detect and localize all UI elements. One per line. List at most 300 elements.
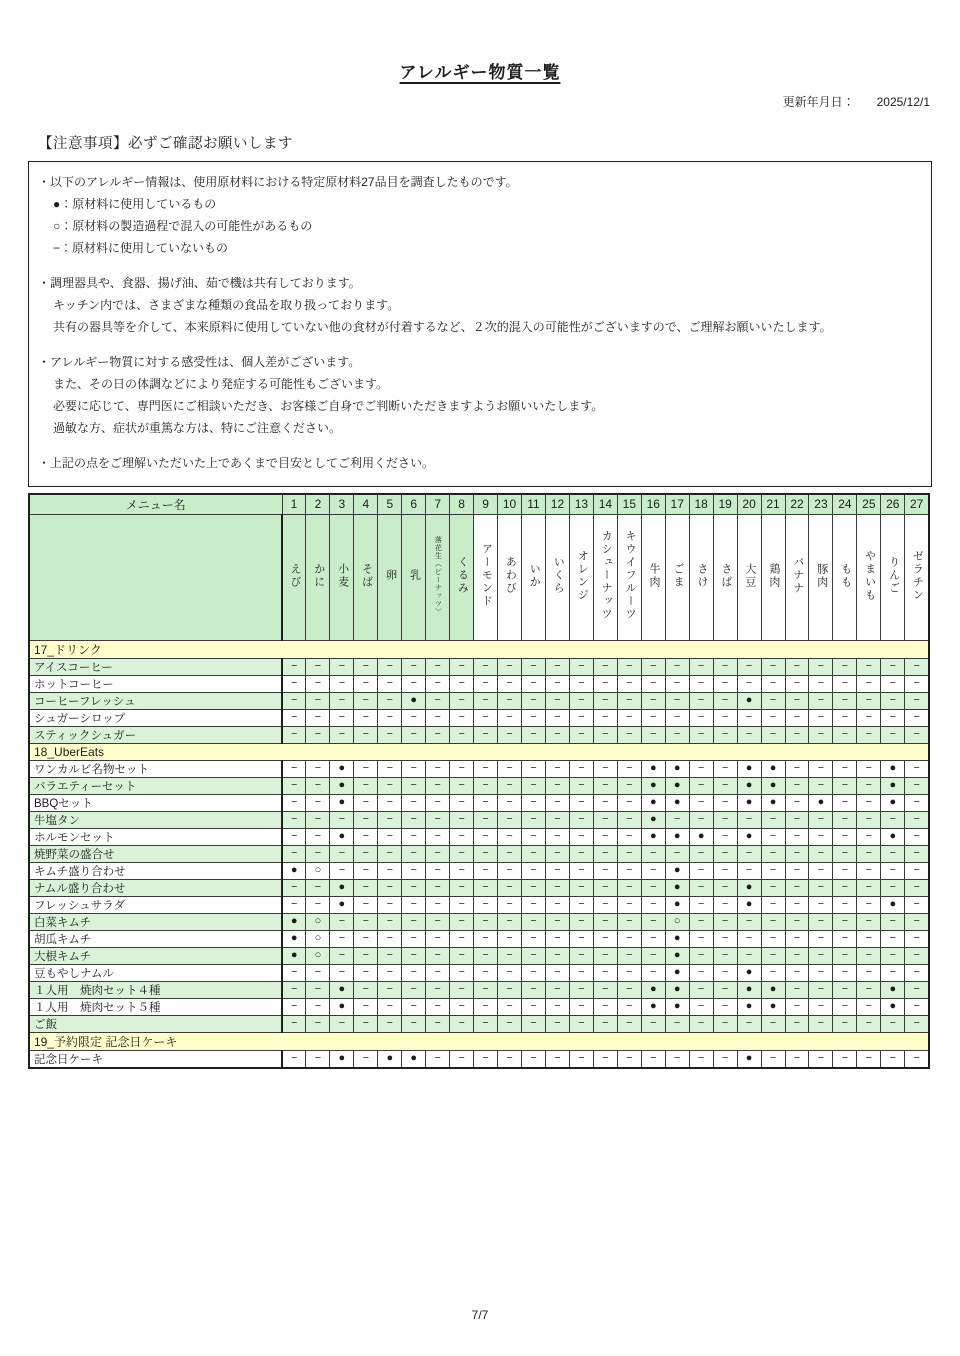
mark-cell-11: − (522, 726, 546, 743)
column-number: 26 (881, 494, 905, 514)
mark-cell-14: − (593, 896, 617, 913)
mark-cell-6: − (402, 777, 426, 794)
menu-item-name: 豆もやしナムル (29, 964, 282, 981)
mark-cell-6: − (402, 913, 426, 930)
mark-cell-9: − (474, 998, 498, 1015)
mark-cell-15: − (617, 794, 641, 811)
mark-cell-12: − (545, 947, 569, 964)
mark-cell-8: − (450, 998, 474, 1015)
column-number: 23 (809, 494, 833, 514)
mark-cell-3: ● (330, 760, 354, 777)
mark-cell-27: − (905, 998, 929, 1015)
mark-cell-27: − (905, 896, 929, 913)
table-row (29, 930, 929, 947)
mark-cell-24: − (833, 879, 857, 896)
mark-cell-19: − (713, 1015, 737, 1032)
mark-cell-5: − (378, 709, 402, 726)
mark-cell-14: − (593, 811, 617, 828)
mark-cell-2: − (306, 828, 330, 845)
table-row (29, 862, 929, 879)
mark-cell-6: − (402, 828, 426, 845)
mark-cell-21: − (761, 879, 785, 896)
mark-cell-5: − (378, 845, 402, 862)
mark-cell-25: − (857, 947, 881, 964)
mark-cell-5: − (378, 1015, 402, 1032)
mark-cell-13: − (569, 777, 593, 794)
mark-cell-16: ● (641, 794, 665, 811)
mark-cell-23: − (809, 658, 833, 675)
mark-cell-6: − (402, 760, 426, 777)
allergen-name-6 (402, 514, 426, 640)
mark-cell-20: ● (737, 981, 761, 998)
mark-cell-4: − (354, 930, 378, 947)
mark-cell-19: − (713, 828, 737, 845)
mark-cell-5: ● (378, 1050, 402, 1068)
mark-cell-13: − (569, 675, 593, 692)
table-row (29, 709, 929, 726)
mark-cell-6: − (402, 862, 426, 879)
mark-cell-26: ● (881, 760, 905, 777)
mark-cell-27: − (905, 794, 929, 811)
column-number: 12 (545, 494, 569, 514)
allergen-name-text: 卵 (384, 569, 397, 582)
mark-cell-26: − (881, 1050, 905, 1068)
allergen-name-16 (641, 514, 665, 640)
mark-cell-10: − (498, 862, 522, 879)
updated-date-value: 2025/12/1 (876, 95, 930, 109)
section-label: 17_ドリンク (29, 640, 929, 658)
mark-cell-17: − (665, 845, 689, 862)
mark-cell-21: − (761, 1015, 785, 1032)
mark-cell-16: − (641, 845, 665, 862)
allergen-name-7 (426, 514, 450, 640)
mark-cell-24: − (833, 709, 857, 726)
column-number: 27 (905, 494, 929, 514)
mark-cell-13: − (569, 879, 593, 896)
mark-cell-16: − (641, 913, 665, 930)
mark-cell-7: − (426, 845, 450, 862)
mark-cell-9: − (474, 913, 498, 930)
column-number: 7 (426, 494, 450, 514)
mark-cell-18: − (689, 658, 713, 675)
mark-cell-8: − (450, 947, 474, 964)
mark-cell-13: − (569, 726, 593, 743)
mark-cell-15: − (617, 964, 641, 981)
column-number: 14 (593, 494, 617, 514)
menu-item-name: １人用 焼肉セット５種 (29, 998, 282, 1015)
mark-cell-11: − (522, 760, 546, 777)
mark-cell-24: − (833, 896, 857, 913)
mark-cell-10: − (498, 794, 522, 811)
menu-item-name: バラエティーセット (29, 777, 282, 794)
mark-cell-18: − (689, 964, 713, 981)
mark-cell-2: − (306, 675, 330, 692)
mark-cell-7: − (426, 998, 450, 1015)
mark-cell-26: − (881, 1015, 905, 1032)
mark-cell-10: − (498, 913, 522, 930)
column-number: 8 (450, 494, 474, 514)
mark-cell-17: ● (665, 981, 689, 998)
note-line: ・アレルギー物質に対する感受性は、個人差がございます。 (38, 355, 361, 369)
mark-cell-17: ● (665, 964, 689, 981)
table-row (29, 658, 929, 675)
mark-cell-18: − (689, 760, 713, 777)
mark-cell-9: − (474, 709, 498, 726)
mark-cell-17: − (665, 726, 689, 743)
mark-cell-17: ● (665, 998, 689, 1015)
mark-cell-26: − (881, 947, 905, 964)
mark-cell-4: − (354, 981, 378, 998)
column-number: 1 (282, 494, 306, 514)
mark-cell-27: − (905, 760, 929, 777)
mark-cell-9: − (474, 1050, 498, 1068)
mark-cell-26: − (881, 692, 905, 709)
table-row (29, 675, 929, 692)
mark-cell-7: − (426, 828, 450, 845)
mark-cell-11: − (522, 981, 546, 998)
mark-cell-18: ● (689, 828, 713, 845)
mark-cell-20: ● (737, 964, 761, 981)
mark-cell-2: ○ (306, 947, 330, 964)
mark-cell-16: − (641, 896, 665, 913)
table-row (29, 998, 929, 1015)
mark-cell-25: − (857, 828, 881, 845)
column-number: 2 (306, 494, 330, 514)
mark-cell-21: ● (761, 981, 785, 998)
mark-cell-13: − (569, 896, 593, 913)
note-group (38, 351, 923, 439)
mark-cell-2: − (306, 845, 330, 862)
allergen-name-text: やまいも (863, 549, 876, 602)
mark-cell-16: − (641, 1050, 665, 1068)
mark-cell-15: − (617, 879, 641, 896)
allergen-name-13 (569, 514, 593, 640)
table-row (29, 794, 929, 811)
mark-cell-21: − (761, 675, 785, 692)
mark-cell-7: − (426, 862, 450, 879)
table-row (29, 760, 929, 777)
updated-date-label: 更新年月日： (782, 95, 855, 109)
mark-cell-21: − (761, 726, 785, 743)
mark-cell-19: − (713, 879, 737, 896)
mark-cell-24: − (833, 1050, 857, 1068)
mark-cell-11: − (522, 811, 546, 828)
mark-cell-23: − (809, 1050, 833, 1068)
allergen-name-19 (713, 514, 737, 640)
mark-cell-15: − (617, 913, 641, 930)
mark-cell-10: − (498, 981, 522, 998)
mark-cell-14: − (593, 675, 617, 692)
mark-cell-5: − (378, 947, 402, 964)
menu-item-name: スティックシュガー (29, 726, 282, 743)
mark-cell-9: − (474, 879, 498, 896)
mark-cell-27: − (905, 845, 929, 862)
mark-cell-24: − (833, 828, 857, 845)
mark-cell-17: ● (665, 896, 689, 913)
note-line: 必要に応じて、専門医にご相談いただき、お客様ご自身でご判断いただきますようお願いいたします。 (53, 399, 604, 413)
mark-cell-6: − (402, 896, 426, 913)
mark-cell-25: − (857, 658, 881, 675)
note-line: ・以下のアレルギー情報は、使用原材料における特定原材料27品目を調査したものです。 (38, 175, 518, 189)
mark-cell-13: − (569, 811, 593, 828)
mark-cell-11: − (522, 845, 546, 862)
mark-cell-26: − (881, 879, 905, 896)
mark-cell-17: ○ (665, 913, 689, 930)
mark-cell-5: − (378, 913, 402, 930)
mark-cell-4: − (354, 913, 378, 930)
mark-cell-20: ● (737, 998, 761, 1015)
mark-cell-19: − (713, 709, 737, 726)
mark-cell-18: − (689, 811, 713, 828)
mark-cell-23: − (809, 947, 833, 964)
allergen-name-text: 小麦 (336, 562, 349, 589)
mark-cell-20: − (737, 709, 761, 726)
mark-cell-4: − (354, 692, 378, 709)
mark-cell-20: − (737, 913, 761, 930)
mark-cell-25: − (857, 692, 881, 709)
mark-cell-2: − (306, 879, 330, 896)
mark-cell-22: − (785, 913, 809, 930)
mark-cell-24: − (833, 964, 857, 981)
mark-cell-16: ● (641, 777, 665, 794)
mark-cell-19: − (713, 930, 737, 947)
mark-cell-8: − (450, 658, 474, 675)
mark-cell-27: − (905, 981, 929, 998)
mark-cell-22: − (785, 794, 809, 811)
mark-cell-15: − (617, 828, 641, 845)
mark-cell-25: − (857, 879, 881, 896)
mark-cell-21: ● (761, 760, 785, 777)
mark-cell-27: − (905, 947, 929, 964)
mark-cell-17: ● (665, 879, 689, 896)
mark-cell-9: − (474, 777, 498, 794)
allergen-name-text: もも (839, 562, 852, 589)
mark-cell-23: − (809, 709, 833, 726)
allergen-name-2 (306, 514, 330, 640)
mark-cell-19: − (713, 760, 737, 777)
mark-cell-18: − (689, 675, 713, 692)
allergen-name-11 (522, 514, 546, 640)
mark-cell-13: − (569, 913, 593, 930)
mark-cell-9: − (474, 1015, 498, 1032)
mark-cell-7: − (426, 981, 450, 998)
mark-cell-19: − (713, 981, 737, 998)
mark-cell-11: − (522, 1050, 546, 1068)
mark-cell-20: − (737, 947, 761, 964)
mark-cell-27: − (905, 726, 929, 743)
mark-cell-22: − (785, 692, 809, 709)
mark-cell-22: − (785, 947, 809, 964)
mark-cell-18: − (689, 777, 713, 794)
mark-cell-21: − (761, 692, 785, 709)
mark-cell-22: − (785, 998, 809, 1015)
mark-cell-10: − (498, 692, 522, 709)
mark-cell-7: − (426, 879, 450, 896)
mark-cell-3: ● (330, 777, 354, 794)
mark-cell-22: − (785, 896, 809, 913)
mark-cell-24: − (833, 845, 857, 862)
note-line: 過敏な方、症状が重篤な方は、特にご注意ください。 (53, 421, 342, 435)
column-number: 13 (569, 494, 593, 514)
mark-cell-22: − (785, 675, 809, 692)
mark-cell-6: − (402, 726, 426, 743)
mark-cell-8: − (450, 913, 474, 930)
mark-cell-26: ● (881, 998, 905, 1015)
mark-cell-27: − (905, 811, 929, 828)
mark-cell-24: − (833, 811, 857, 828)
mark-cell-3: − (330, 692, 354, 709)
allergen-name-text: かに (312, 562, 325, 589)
allergen-name-25 (857, 514, 881, 640)
mark-cell-9: − (474, 862, 498, 879)
mark-cell-12: − (545, 981, 569, 998)
menu-item-name: 白菜キムチ (29, 913, 282, 930)
mark-cell-3: − (330, 947, 354, 964)
allergen-name-26 (881, 514, 905, 640)
mark-cell-24: − (833, 658, 857, 675)
table-row (29, 726, 929, 743)
mark-cell-8: − (450, 930, 474, 947)
mark-cell-19: − (713, 692, 737, 709)
allergen-name-text: ごま (672, 562, 684, 589)
mark-cell-9: − (474, 981, 498, 998)
mark-cell-3: − (330, 1015, 354, 1032)
mark-cell-10: − (498, 998, 522, 1015)
mark-cell-6: − (402, 930, 426, 947)
mark-cell-24: − (833, 675, 857, 692)
mark-cell-13: − (569, 930, 593, 947)
mark-cell-1: − (282, 726, 306, 743)
mark-cell-20: ● (737, 692, 761, 709)
allergen-name-3 (330, 514, 354, 640)
mark-cell-15: − (617, 709, 641, 726)
mark-cell-11: − (522, 862, 546, 879)
table-row (29, 947, 929, 964)
allergen-name-12 (545, 514, 569, 640)
mark-cell-15: − (617, 947, 641, 964)
mark-cell-17: ● (665, 794, 689, 811)
mark-cell-26: − (881, 675, 905, 692)
allergen-name-text: 豚肉 (815, 562, 828, 589)
mark-cell-8: − (450, 828, 474, 845)
mark-cell-13: − (569, 998, 593, 1015)
mark-cell-19: − (713, 726, 737, 743)
mark-cell-11: − (522, 896, 546, 913)
mark-cell-18: − (689, 930, 713, 947)
mark-cell-2: − (306, 692, 330, 709)
mark-cell-6: − (402, 794, 426, 811)
mark-cell-19: − (713, 794, 737, 811)
mark-cell-8: − (450, 811, 474, 828)
mark-cell-1: − (282, 692, 306, 709)
mark-cell-2: − (306, 998, 330, 1015)
mark-cell-10: − (498, 709, 522, 726)
mark-cell-1: − (282, 828, 306, 845)
mark-cell-17: − (665, 658, 689, 675)
allergen-name-text: 鶏肉 (767, 562, 780, 589)
mark-cell-8: − (450, 760, 474, 777)
mark-cell-27: − (905, 658, 929, 675)
mark-cell-20: − (737, 930, 761, 947)
mark-cell-9: − (474, 811, 498, 828)
allergen-name-text: アーモンド (480, 543, 493, 608)
mark-cell-1: − (282, 777, 306, 794)
allergen-name-5 (378, 514, 402, 640)
mark-cell-23: − (809, 1015, 833, 1032)
mark-cell-10: − (498, 760, 522, 777)
mark-cell-11: − (522, 964, 546, 981)
mark-cell-23: − (809, 879, 833, 896)
mark-cell-22: − (785, 1015, 809, 1032)
mark-cell-14: − (593, 794, 617, 811)
mark-cell-9: − (474, 794, 498, 811)
mark-cell-21: ● (761, 777, 785, 794)
mark-cell-14: − (593, 1015, 617, 1032)
mark-cell-16: − (641, 879, 665, 896)
mark-cell-20: − (737, 1015, 761, 1032)
allergen-name-text: くるみ (456, 556, 469, 595)
table-row (29, 692, 929, 709)
mark-cell-13: − (569, 709, 593, 726)
mark-cell-3: − (330, 709, 354, 726)
mark-cell-4: − (354, 862, 378, 879)
mark-cell-3: ● (330, 1050, 354, 1068)
mark-cell-13: − (569, 794, 593, 811)
mark-cell-7: − (426, 777, 450, 794)
column-number: 25 (857, 494, 881, 514)
mark-cell-15: − (617, 998, 641, 1015)
table-row (29, 1015, 929, 1032)
allergen-name-text: あわび (504, 556, 517, 595)
mark-cell-15: − (617, 726, 641, 743)
mark-cell-14: − (593, 845, 617, 862)
mark-cell-14: − (593, 998, 617, 1015)
mark-cell-1: − (282, 981, 306, 998)
mark-cell-18: − (689, 709, 713, 726)
mark-cell-25: − (857, 1050, 881, 1068)
mark-cell-5: − (378, 777, 402, 794)
mark-cell-20: ● (737, 1050, 761, 1068)
allergen-name-text: いか (528, 562, 541, 589)
mark-cell-4: − (354, 1015, 378, 1032)
mark-cell-7: − (426, 760, 450, 777)
mark-cell-6: − (402, 811, 426, 828)
mark-cell-10: − (498, 1050, 522, 1068)
mark-cell-8: − (450, 692, 474, 709)
menu-item-name: 牛塩タン (29, 811, 282, 828)
mark-cell-26: − (881, 709, 905, 726)
mark-cell-24: − (833, 794, 857, 811)
mark-cell-12: − (545, 896, 569, 913)
mark-cell-25: − (857, 726, 881, 743)
mark-cell-12: − (545, 913, 569, 930)
mark-cell-25: − (857, 896, 881, 913)
mark-cell-4: − (354, 964, 378, 981)
mark-cell-20: − (737, 726, 761, 743)
allergen-name-text: そば (360, 562, 373, 589)
mark-cell-15: − (617, 811, 641, 828)
mark-cell-9: − (474, 845, 498, 862)
mark-cell-15: − (617, 675, 641, 692)
mark-cell-11: − (522, 1015, 546, 1032)
mark-cell-25: − (857, 811, 881, 828)
mark-cell-10: − (498, 726, 522, 743)
mark-cell-20: ● (737, 760, 761, 777)
allergen-name-text: いくら (552, 556, 565, 595)
mark-cell-16: − (641, 709, 665, 726)
mark-cell-11: − (522, 998, 546, 1015)
menu-item-name: 記念日ケーキ (29, 1050, 282, 1068)
